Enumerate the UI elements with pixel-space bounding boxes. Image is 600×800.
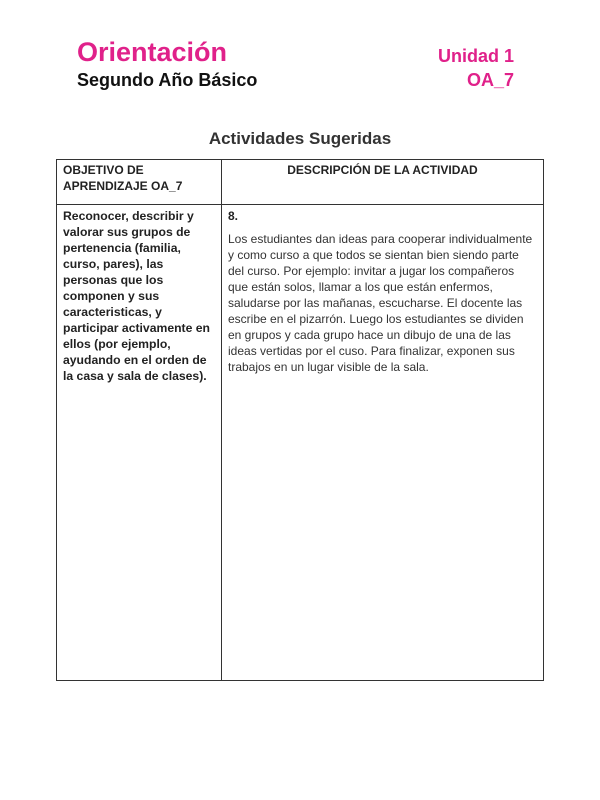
section-title: Actividades Sugeridas (208, 129, 392, 148)
learning-objective-cell: Reconocer, describir y valorar sus grupos de pertenencia (familia, curso, pares), las personas que los componen y sus caracteristicas, y participar activamente en ellos (por ejemplo, ayudando en el orden de la casa y sala de clases). (57, 205, 222, 681)
oa-code-label: OA_7 (466, 70, 514, 90)
table-header-row (57, 160, 544, 205)
objective-column-header: OBJETIVO DE APRENDIZAJE OA_7 (57, 160, 222, 205)
activity-number: 8. (228, 209, 239, 223)
description-column-header: DESCRIPCIÓN DE LA ACTIVIDAD (222, 160, 544, 205)
table-row (57, 205, 544, 681)
activity-description-text: Los estudiantes dan ideas para cooperar individualmente y como curso a que todos se sientan bien siendo parte del curso. Por ejemplo: invitar a jugar los compañeros que están solos, llamar a los que están enfermos, saludarse por las mañanas, escucharse. El docente las escribe en el pizarrón. Luego los estudiantes se dividen en grupos y cada grupo hace un dibujo de una de las ideas vertidas por el cuso. Para finalizar, exponen sus trabajos en un lugar visible de la sala. (228, 232, 533, 374)
subject-title: Orientación (77, 37, 228, 67)
activity-description-cell (222, 205, 544, 681)
grade-level: Segundo Año Básico (77, 70, 258, 90)
activities-table (56, 159, 544, 681)
unit-label: Unidad 1 (437, 46, 514, 66)
